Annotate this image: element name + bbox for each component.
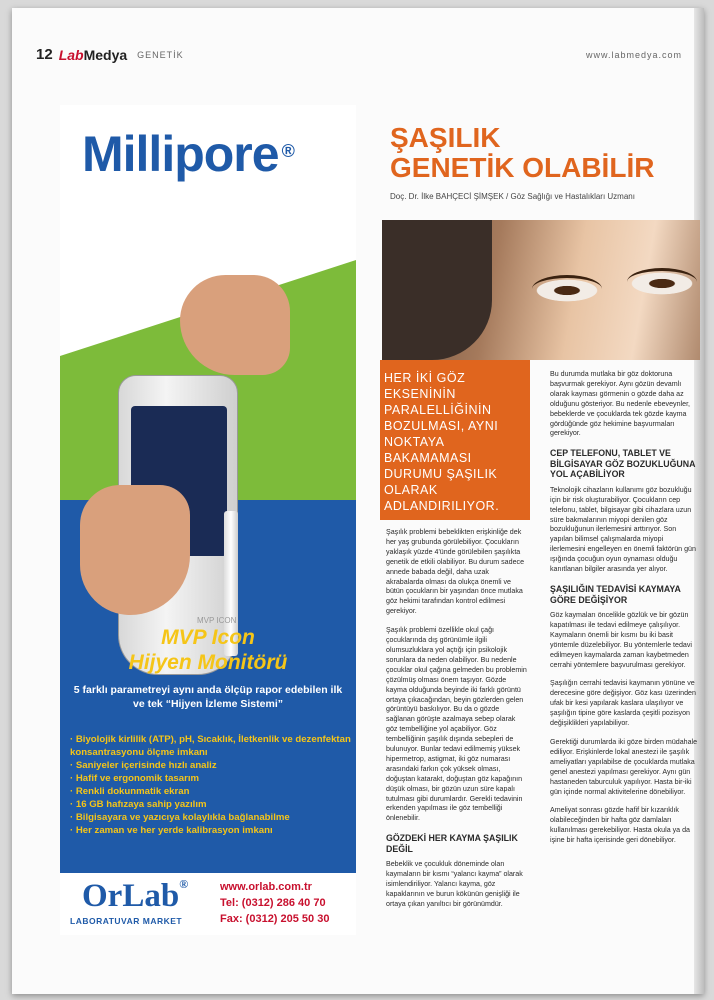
eye-exam-photo	[382, 220, 700, 360]
paragraph: Şaşılık problemi bebeklikten erişkinliğe dek her yaş grubunda görülebiliyor. Çocukların yaklaşık yüzde 4'ünde görülebilen şaşılıkta genetik de etkili olabiliyor. Bu durum sadece annede babada değil, daha uzak akrabalarda olması da olukça önemli ve bütün çocukların bir yaşından önce mutlaka göz hekimi tarafından kontrol edilmesi gerekiyor.	[386, 528, 525, 616]
paragraph: Teknolojik cihazların kullanımı göz bozukluğu için bir risk oluşturabiliyor. Çocukların cep telefonu, tablet, bilgisayar gibi cihazlara uzun süre bakmalarının miyopi denilen göz bozukluğunun ilerlemesini arttırıyor. Son yapılan bilimsel çalışmalarda miyopi ilerlemesini engelleyen en önemli faktörün gün ışığında çocuğun oyun oynaması olduğu kanıtlanan bilgiler arasında yer alıyor.	[550, 485, 696, 574]
company-phone: Tel: (0312) 286 40 70	[220, 897, 326, 909]
company-website[interactable]: www.orlab.com.tr	[220, 881, 312, 893]
paragraph: Göz kaymaları öncelikle gözlük ve bir gözün kapatılması ile tedavi edilmeye çalışılıyor. Kaymaların önemli bir kısmı bu iki basit yöntemle düzelebiliyor. Bu yöntemlerle tedavi edilmeyen kaymalarda zaman kaybetmeden cerrahi yöntemlere başvurulması gerekiyor.	[550, 611, 692, 669]
feature-item: · Her zaman ve her yerde kalibrasyon imkanı	[70, 824, 354, 837]
paragraph: Bu durumda mutlaka bir göz doktoruna başvurmak gerekiyor. Aynı gözün devamlı olarak kayması görmenin o gözde daha az olduğunu gösteriyor. Bu nedenle ebeveynler, bebeklerde ve çocuklarda tek gözde kayma gördüğünde göz hekimine başvurmaları gerekiyor.	[550, 370, 691, 438]
paragraph: Ameliyat sonrası gözde hafif bir kızarıklık olabileceğinden bir hafta göz damlaları kullanılması gerekebiliyor. Hasta okula ya da işine bir hafta içerisinde geri dönebiliyor.	[550, 806, 690, 845]
registered-mark: ®	[281, 141, 294, 161]
subheading: CEP TELEFONU, TABLET VE BİLGİSAYAR GÖZ BOZUKLUĞUNA YOL AÇABİLİYOR	[550, 448, 696, 480]
feature-item: · Bilgisayara ve yazıcıya kolaylıkla bağlanabilme	[70, 811, 354, 824]
millipore-logo-text: Millipore	[82, 126, 279, 182]
right-eye	[627, 268, 697, 296]
feature-item: · Biyolojik kirlilik (ATP), pH, Sıcaklık, İletkenlik ve dezenfektan konsantrasyonu ölçme imkanı	[70, 733, 354, 759]
article-column-1	[386, 528, 528, 919]
subheading: ŞAŞILIĞIN TEDAVİSİ KAYMAYA GÖRE DEĞİŞİYOR	[550, 584, 681, 605]
paragraph: Gerektiği durumlarda iki göze birden müdahale ediliyor. Erişkinlerde lokal anestezi ile şaşılık ameliyatları yapılabilse de çocuklarda mutlaka genel anestezi yapılması gerekiyor. Aynı gün hastaneden taburculuk yapılıyor. Hasta bir-iki gün içinde normal aktivitelerine dönebiliyor.	[550, 737, 698, 796]
article-byline: Doç. Dr. İlke BAHÇECİ ŞİMŞEK / Göz Sağlığı ve Hastalıkları Uzmanı	[390, 192, 635, 201]
contact-info	[220, 879, 329, 927]
device-label: MVP ICON	[197, 616, 237, 625]
paragraph: Şaşılık problemi özellikle okul çağı çocuklarında dış görünümle ilgili olumsuzluklara yol açtığı için psikolojik sorunlara da neden olabiliyor. Bu nedenle çocuklar okul çağına gelmeden bu problemin çözülmüş olması önem taşıyor. Gözde kayma olduğunda beyinde iki farklı görüntü ortaya çıkacağından, beyin gözlerden gelen görüntüyü baskılıyor. Bu da o gözde sağlanan görüşte azalmaya sebep olarak göz tembelliğine yol açabiliyor. Göz tembelliğinin şaşılık dışında sebepleri de bulunuyor. Bunlar tedavi edilmemiş yüksek hipermetrop, astigmat, iki göz numarası arasındaki farkın çok yüksek olması, doğuştan katarakt, doğuştan göz kapağının düşük olması, bir gözün uzun süre kapalı tutulması gibi durumlardır. Gerekli tedavinin erkenden yapılması ile göz tembelliği önlenebilir.	[386, 626, 527, 823]
page-number: 12	[36, 46, 53, 63]
article-title-line-1: ŞAŞILIK	[390, 122, 501, 153]
page-header	[36, 46, 184, 63]
section-label: GENETİK	[137, 49, 184, 60]
millipore-advertisement	[60, 105, 356, 935]
subheading: GÖZDEKİ HER KAYMA ŞAŞILIK DEĞİL	[386, 833, 518, 854]
article-title-line-2: GENETİK OLABİLİR	[390, 152, 655, 183]
pull-quote: HER İKİ GÖZ EKSENİNİN PARALELLİĞİNİN BOZULMASI, AYNI NOKTAYA BAKAMAMASI DURUMU ŞAŞILIK OLARAK ADLANDIRILIYOR.	[384, 371, 500, 513]
company-fax: Fax: (0312) 205 50 30	[220, 913, 330, 925]
paragraph: Bebeklik ve çocukluk döneminde olan kaymaların bir kısmı “yalancı kayma” olarak isimlendiriliyor. Yalancı kayma, göz kapaklarının ve burun kökünün genişliği ile ortaya çıkan yanıltıcı bir görünümdür.	[386, 860, 523, 908]
brand-medya: Medya	[83, 46, 128, 63]
orlab-logo	[82, 877, 188, 915]
hand-holding-device-image	[80, 485, 190, 615]
product-subtitle: 5 farklı parametreyi aynı anda ölçüp rapor edebilen ilk ve tek “Hijyen İzleme Sistemi”	[73, 684, 343, 710]
orlab-logo-text: OrLab	[82, 878, 180, 914]
millipore-logo	[82, 125, 294, 183]
website-url[interactable]: www.labmedya.com	[585, 50, 682, 60]
feature-item: · Hafif ve ergonomik tasarım	[70, 772, 354, 785]
feature-item: · Renkli dokunmatik ekran	[70, 785, 354, 798]
product-title-line-1: MVP Icon	[161, 626, 255, 649]
orlab-registered-mark: ®	[179, 877, 189, 891]
left-eye	[532, 275, 602, 303]
orlab-tagline: LABORATUVAR MARKET	[70, 916, 183, 926]
product-title	[60, 625, 356, 675]
brand-logo	[59, 47, 127, 63]
brand-lab: Lab	[58, 46, 84, 63]
article-title	[390, 123, 654, 183]
hand-holding-probe-image	[180, 275, 290, 375]
feature-item: · 16 GB hafızaya sahip yazılım	[70, 798, 354, 811]
ad-footer	[60, 873, 356, 935]
magazine-page	[12, 8, 704, 994]
exam-device	[382, 220, 492, 360]
product-title-line-2: Hijyen Monitörü	[128, 651, 288, 674]
paragraph: Şaşılığın cerrahi tedavisi kaymanın yönüne ve derecesine göre değişiyor. Göz kası üzerinden ufak bir kesi yapılarak kaslara ulaşılıyor ve şaşılığın tipine göre kaslarda çeşitli pozisyon değişiklikleri yapılabiliyor.	[550, 679, 696, 728]
feature-list	[70, 733, 354, 837]
article-column-2	[550, 370, 698, 855]
feature-item: · Saniyeler içerisinde hızlı analiz	[70, 759, 354, 772]
